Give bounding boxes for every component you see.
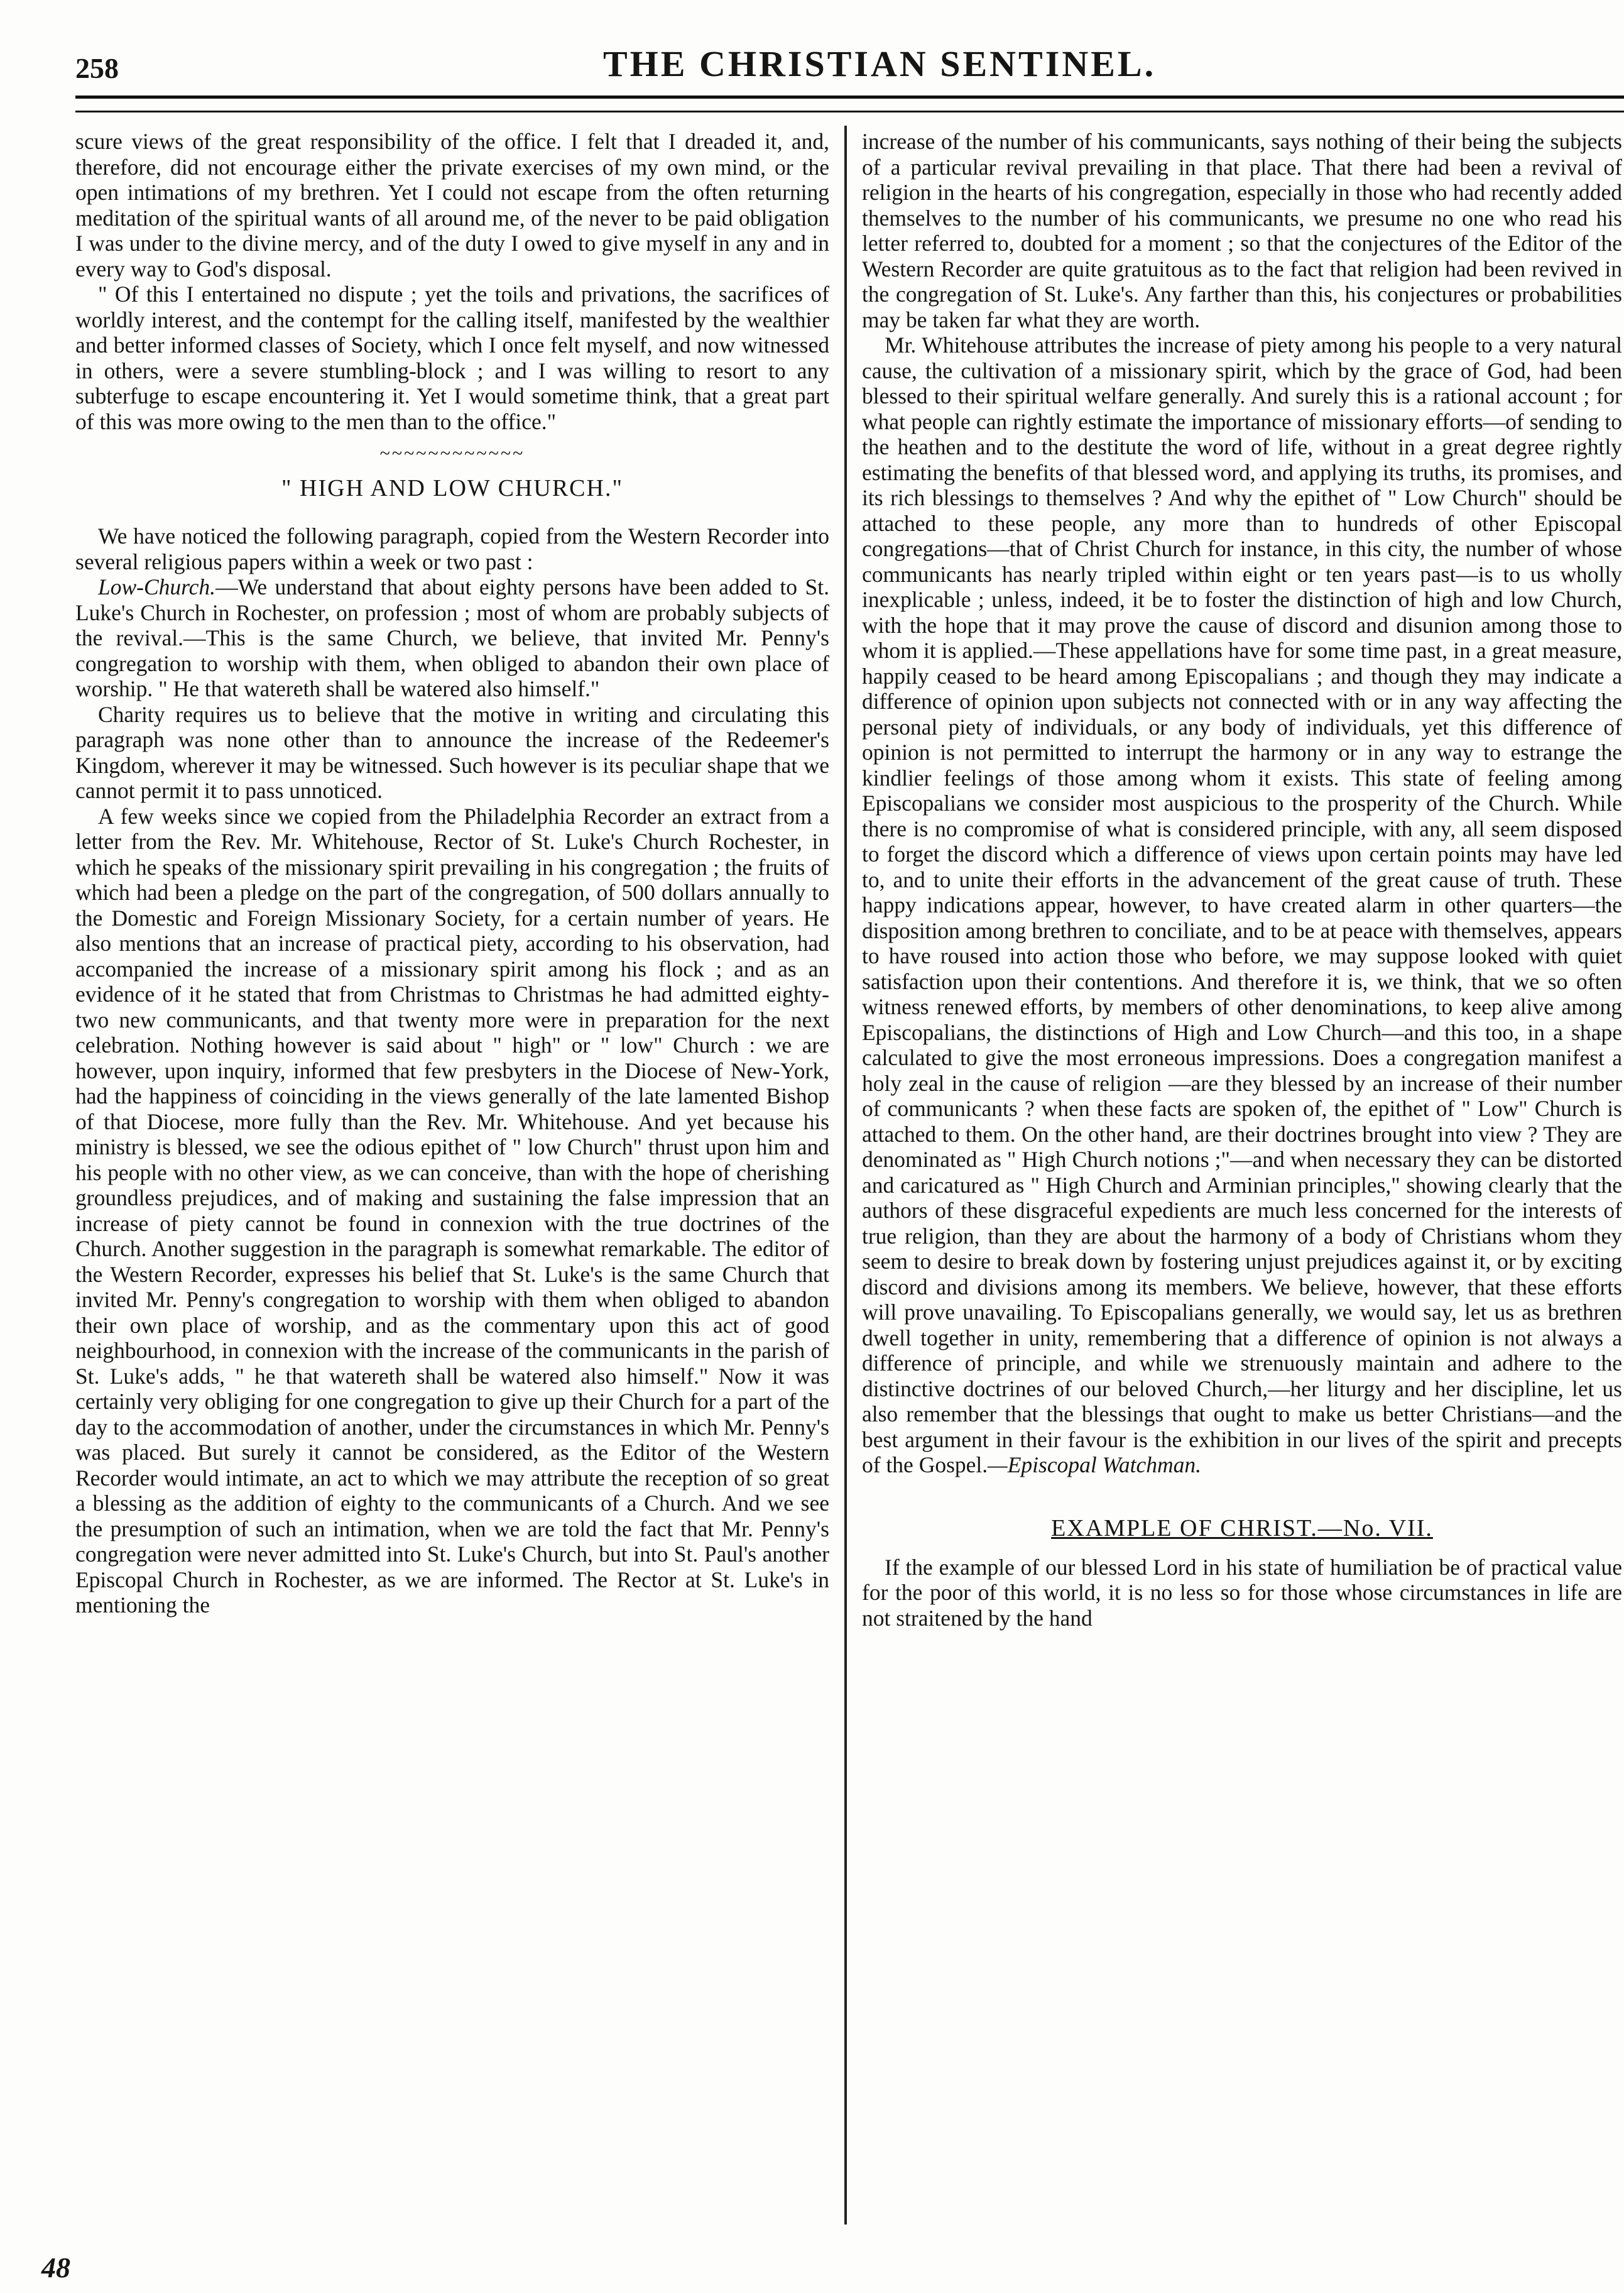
header-rule-thin xyxy=(75,111,1624,112)
page-number: 258 xyxy=(75,52,119,84)
heading-example-of-christ: EXAMPLE OF CHRIST.—No. VII. xyxy=(1051,1514,1433,1541)
left-paragraph-4 xyxy=(75,574,829,702)
left-paragraph-3: We have noticed the following paragraph, copied from the Western Recorder into several religious papers within a week or two past : xyxy=(75,523,829,574)
footer-signature-mark: 48 xyxy=(41,2252,70,2284)
low-church-quote: —We understand that about eighty persons have been added to St. Luke's Church in Rochester, on profession ; most of whom are probably subjects of the revival.—This is the same Church, we believe, that invited Mr. Penny's congregation to worship with them, when obliged to abandon their own place of worship. " He that watereth shall be watered also himself." xyxy=(75,574,829,701)
running-head-title: THE CHRISTIAN SENTINEL. xyxy=(603,43,1157,84)
left-column xyxy=(75,129,829,1618)
left-paragraph-6: A few weeks since we copied from the Philadelphia Recorder an extract from a letter from the Rev. Mr. Whitehouse, Rector of St. Luke's Church Rochester, in which he speaks of the missionary spirit prevailing in his congregation ; the fruits of which had been a pledge on the part of the congregation, of 500 dollars annually to the Domestic and Foreign Missionary Society, for a certain number of years. He also mentions that an increase of practical piety, according to his observation, had accompanied the increase of a missionary spirit among his flock ; and as an evidence of it he stated that from Christmas to Christmas he had admitted eighty-two new communicants, and that twenty more were in preparation for the next celebration. Nothing however is said about " high" or " low" Church : we are however, upon inquiry, informed that few presbyters in the Diocese of New-York, had the happiness of coinciding in the views generally of the late lamented Bishop of that Diocese, more fully than the Rev. Mr. Whitehouse. And yet because his ministry is blessed, we see the odious epithet of " low Church" thrust upon him and his people with no other view, as we can conceive, than with the hope of cherishing groundless prejudices, and of making and sustaining the false impression that an increase of piety cannot be found in connexion with the true doctrines of the Church. Another suggestion in the paragraph is somewhat remarkable. The editor of the Western Recorder, expresses his belief that St. Luke's is the same Church that invited Mr. Penny's congregation to worship with them when obliged to abandon their own place of worship, and as the commentary upon this act of good neighbourhood, in connexion with the increase of the communicants in the parish of St. Luke's adds, " he that watereth shall be watered also himself." Now it was certainly very obliging for one congregation to give up their Church for a part of the day to the accommodation of another, under the circumstances in which Mr. Penny's was placed. But surely it cannot be considered, as the Editor of the Western Recorder would intimate, an act to which we may attribute the reception of so great a blessing as the addition of eighty to the communicants of a Church. And we see the presumption of such an intimation, when we are told the fact that Mr. Penny's congregation were never admitted into St. Luke's Church, but into St. Paul's another Episcopal Church in Rochester, as we are informed. The Rector at St. Luke's in mentioning the xyxy=(75,803,829,1617)
section-ornament: ~~~~~~~~~~~~ xyxy=(379,443,525,464)
watchman-article-body: Mr. Whitehouse attributes the increase of piety among his people to a very natural cause, the cultivation of a missionary spirit, which by the grace of God, had been blessed to their spiritual welfare generally. And surely this is a rational account ; for what people can rightly estimate the importance of missionary efforts—of sending to the heathen and to the destitute the word of life, without in a great degree rightly estimating the benefits of that blessed word, and applying its truths, its promises, and its rich blessings to themselves ? And why the epithet of " Low Church" should be attached to these people, any more than to hundreds of other Episcopal congregations—that of Christ Church for instance, in this city, the number of whose communicants has nearly tripled within eight or ten years past—is to us wholly inexplicable ; unless, indeed, it be to foster the distinction of high and low Church, with the hope that it may prove the cause of discord and disunion among those to whom it is applied.—These appellations have for some time past, in a great measure, happily ceased to be heard among Episcopalians ; and though they may indicate a difference of opinion upon subjects not connected with or in any way affecting the personal piety of individuals, or any body of individuals, yet this difference of opinion is not permitted to interrupt the harmony or in any way to estrange the kindlier feelings of those among whom it exists. This state of feeling among Episcopalians we consider most auspicious to the prosperity of the Church. While there is no compromise of what is considered principle, with any, all seem disposed to forget the discord which a difference of views upon certain points may have led to, and to unite their efforts in the advancement of the great cause of truth. These happy indications appear, however, to have created alarm in other quarters—the disposition among brethren to conciliate, and to be at peace with themselves, appears to have roused into action those who before, we may suppose looked with quiet satisfaction upon their contentions. And therefore it is, we think, that we so often witness renewed efforts, by members of other denominations, to keep alive among Episcopalians, the distinctions of High and Low Church—and this too, in a shape calculated to give the most erroneous impressions. Does a congregation manifest a holy zeal in the cause of religion —are they blessed by an increase of their number of communicants ? when these facts are spoken of, the epithet of " Low" Church is attached to them. On the other hand, are their doctrines brought into view ? They are denominated as " High Church notions ;"—and when necessary they can be distorted and caricatured as " High Church and Arminian principles," showing clearly that the authors of these disgraceful expedients are much less concerned for the interests of true religion, than they are about the harmony of a body of Christians whom they seem to desire to break down by fostering unjust prejudices against it, or by exciting discord and divisions among its members. We believe, however, that these efforts will prove unavailing. To Episcopalians generally, we would say, let us as brethren dwell together in unity, remembering that a difference of opinion is not always a difference of principle, and while we strenuously maintain and adhere to the distinctive doctrines of our beloved Church,—her liturgy and her discipline, let us also remember that the blessings that ought to make us better Christians—and the best argument in their favour is the exhibition in our lives of the spirit and precepts of the Gospel. xyxy=(862,332,1622,1477)
right-paragraph-3: If the example of our blessed Lord in his state of humiliation be of practical value for the poor of this world, it is no less so for those whose circumstances in life are not straitened by the hand xyxy=(862,1554,1622,1631)
right-paragraph-2 xyxy=(862,332,1622,1478)
left-paragraph-2: " Of this I entertained no dispute ; yet the toils and privations, the sacrifices of worldly interest, and the contempt for the calling itself, manifested by the wealthier and better informed classes of Society, which I once felt myself, and now witnessed in others, were a severe stumbling-block ; and I was willing to resort to any subterfuge to escape encountering it. Yet I would sometime think, that a great part of this was more owing to the men than to the office." xyxy=(75,282,829,434)
heading-high-and-low-church: " HIGH AND LOW CHURCH." xyxy=(281,475,623,501)
left-paragraph-5: Charity requires us to believe that the motive in writing and circulating this paragraph was none other than to announce the increase of the Redeemer's Kingdom, wherever it may be witnessed. Such however is its peculiar shape that we cannot permit it to pass unnoticed. xyxy=(75,701,829,803)
article-signature: —Episcopal Watchman. xyxy=(988,1452,1202,1477)
header-rule-thick xyxy=(75,96,1624,99)
right-column xyxy=(862,129,1622,1631)
column-divider xyxy=(844,126,847,2225)
left-paragraph-1: scure views of the great responsibility of the office. I felt that I dreaded it, and, therefore, did not encourage either the private exercises of my own mind, or the open intimations of my brethren. Yet I could not escape from the often returning meditation of the spiritual wants of all around me, of the never to be paid obligation I was under to the divine mercy, and of the duty I owed to give myself in any and in every way to God's disposal. xyxy=(75,129,829,282)
right-paragraph-1: increase of the number of his communicants, says nothing of their being the subjects of a particular revival prevailing in that place. That there had been a revival of religion in the hearts of his congregation, especially in those who had recently added themselves to the number of his communicants, we presume no one who read his letter referred to, doubted for a moment ; so that the conjectures of the Editor of the Western Recorder are quite gratuitous as to the fact that religion had been revived in the congregation of St. Luke's. Any farther than this, his conjectures or probabilities may be taken far what they are worth. xyxy=(862,129,1622,332)
low-church-lead: Low-Church. xyxy=(98,574,216,599)
